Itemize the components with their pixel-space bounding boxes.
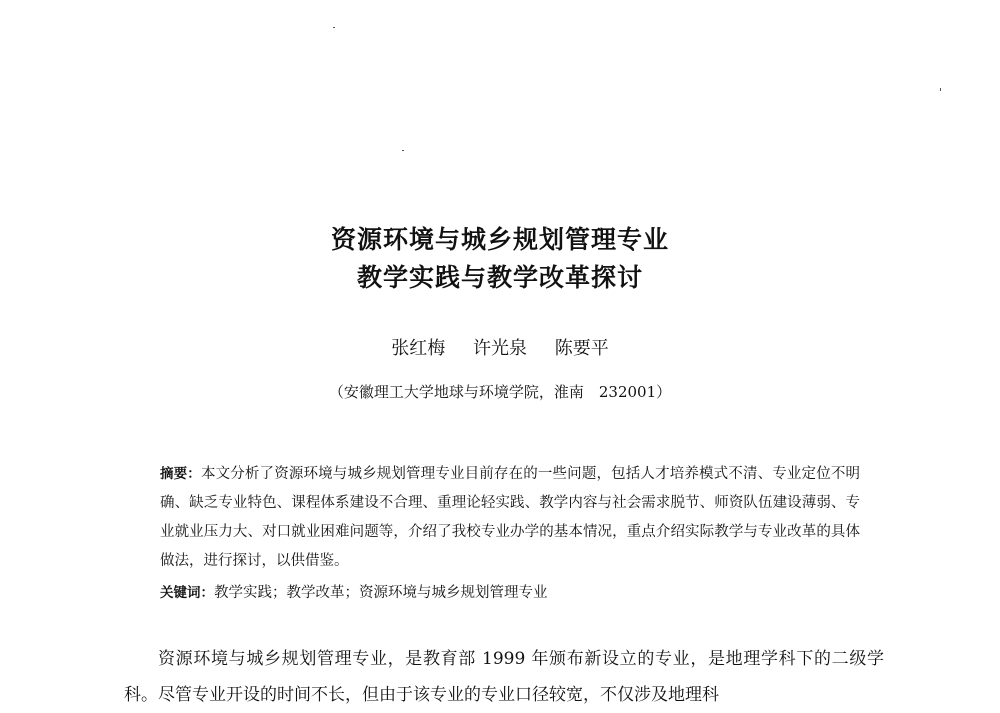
- abstract: [160, 460, 860, 576]
- abstract-label: 摘要：: [160, 466, 201, 482]
- keywords: [160, 581, 860, 605]
- author-name: 许光泉: [473, 338, 527, 359]
- scan-speck: [940, 88, 941, 91]
- author-affiliation: （安徽理工大学地球与环境学院，淮南 232001）: [328, 383, 672, 401]
- scan-speck: [402, 150, 404, 151]
- keywords-text: 教学实践；教学改革；资源环境与城乡规划管理专业: [214, 585, 548, 601]
- author-name: 张红梅: [391, 338, 446, 359]
- author-list: [0, 337, 1000, 361]
- body-paragraph: 资源环境与城乡规划管理专业，是教育部 1999 年颁布新设立的专业，是地理学科下的二级学科。尽管专业开设的时间不长，但由于该专业的专业口径较宽，不仅涉及地理科: [124, 649, 884, 705]
- paper-title-line-1: 资源环境与城乡规划管理专业: [330, 225, 669, 254]
- keywords-label: 关键词：: [160, 585, 214, 601]
- paper-title-line-2: 教学实践与教学改革探讨: [356, 263, 643, 292]
- abstract-text: 本文分析了资源环境与城乡规划管理专业目前存在的一些问题，包括人才培养模式不清、专业定位不明确、缺乏专业特色、课程体系建设不合理、重理论轻实践、教学内容与社会需求脱节、师资队伍建设薄弱、专业就业压力大、对口就业困难问题等，介绍了我校专业办学的基本情况，重点介绍实际教学与专业改革的具体做法，进行探讨，以供借鉴。: [160, 466, 861, 569]
- author-name: 陈要平: [554, 338, 609, 359]
- scan-speck: [333, 27, 335, 28]
